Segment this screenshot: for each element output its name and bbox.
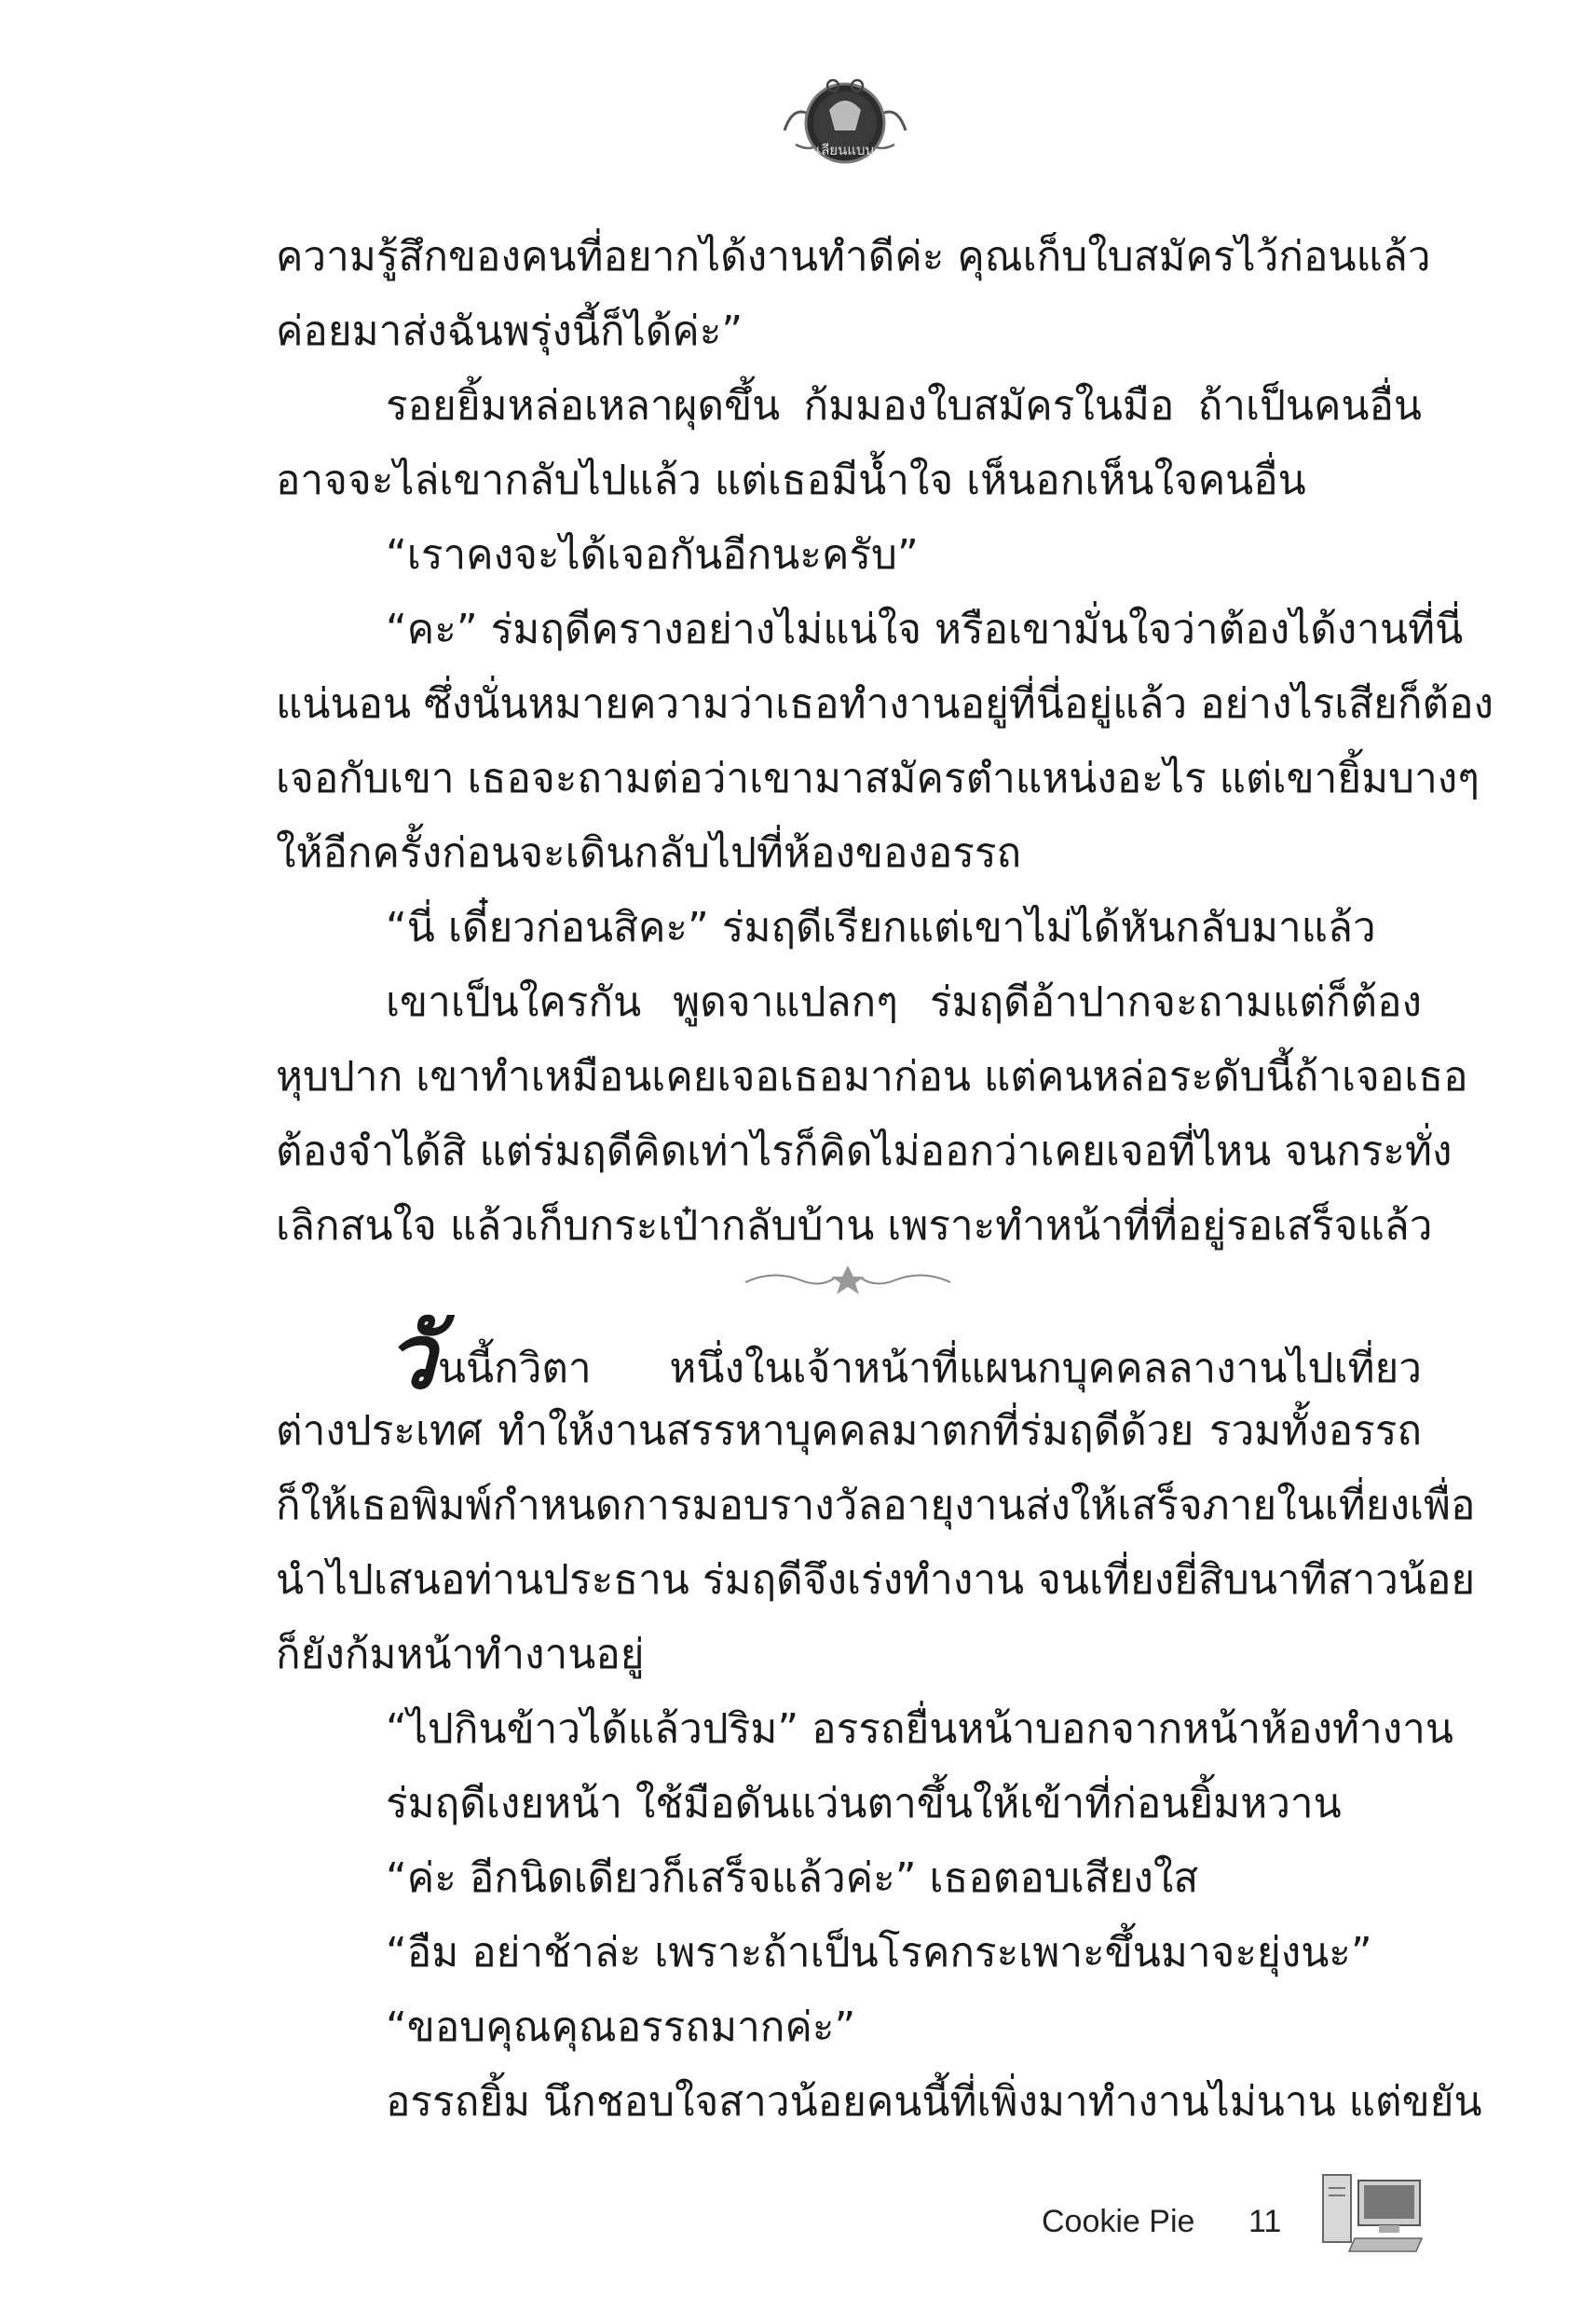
text-line: เลิกสนใจ แล้วเก็บกระเป๋ากลับบ้าน เพราะทำหน้าที่ที่อยู่รอเสร็จแล้ว xyxy=(276,1202,1433,1250)
text-line-rest: นนี้กวิตา หนึ่งในเจ้าหน้าที่แผนกบุคคลลางานไปเที่ยว xyxy=(437,1345,1422,1392)
computer-icon xyxy=(1321,2171,1424,2255)
text-line: ก็ให้เธอพิมพ์กำหนดการมอบรางวัลอายุงานส่งให้เสร็จภายในเที่ยงเพื่อ xyxy=(276,1482,1476,1529)
text-line: “เราคงจะได้เจอกันอีกนะครับ” xyxy=(386,531,919,579)
ornament-divider-icon xyxy=(736,1260,960,1297)
text-line: ก็ยังก้มหน้าทำงานอยู่ xyxy=(276,1631,645,1678)
text-line: ความรู้สึกของคนที่อยากได้งานทำดีค่ะ คุณเก็บใบสมัครไว้ก่อนแล้ว xyxy=(276,233,1431,280)
emblem-text: เลียนแบบ xyxy=(815,142,875,158)
text-line: เขาเป็นใครกัน พูดจาแปลกๆ ร่มฤดีอ้าปากจะถามแต่ก็ต้อง xyxy=(386,978,1422,1026)
book-title: Cookie Pie xyxy=(1042,2204,1195,2239)
text-line: “ค่ะ อีกนิดเดียวก็เสร็จแล้วค่ะ” เธอตอบเสียงใส xyxy=(386,1854,1199,1902)
text-line: อาจจะไล่เขากลับไปแล้ว แต่เธอมีน้ำใจ เห็นอกเห็นใจคนอื่น xyxy=(276,457,1306,504)
text-line-dropcap xyxy=(276,1304,1422,1409)
text-line: นำไปเสนอท่านประธาน ร่มฤดีจึงเร่งทำงาน จนเที่ยงยี่สิบนาทีสาวน้อย xyxy=(276,1556,1476,1604)
text-line: แน่นอน ซึ่งนั่นหมายความว่าเธอทำงานอยู่ที่นี่อยู่แล้ว อย่างไรเสียก็ต้อง xyxy=(276,680,1494,728)
text-line: “อืม อย่าช้าล่ะ เพราะถ้าเป็นโรคกระเพาะขึ้นมาจะยุ่งนะ” xyxy=(386,1929,1372,1976)
text-line: รอยยิ้มหล่อเหลาผุดขึ้น ก้มมองใบสมัครในมือ ถ้าเป็นคนอื่น xyxy=(386,382,1422,430)
text-line: ค่อยมาส่งฉันพรุ่งนี้ก็ได้ค่ะ” xyxy=(276,308,743,355)
drop-cap: วั xyxy=(386,1304,436,1409)
text-line: “ขอบคุณคุณอรรถมากค่ะ” xyxy=(386,2003,856,2051)
text-line: “คะ” ร่มฤดีครางอย่างไม่แน่ใจ หรือเขามั่นใจว่าต้องได้งานที่นี่ xyxy=(386,606,1464,653)
emblem-logo xyxy=(775,65,915,177)
text-line: เจอกับเขา เธอจะถามต่อว่าเขามาสมัครตำแหน่งอะไร แต่เขายิ้มบางๆ xyxy=(276,755,1480,802)
text-line: อรรถยิ้ม นึกชอบใจสาวน้อยคนนี้ที่เพิ่งมาทำงานไม่นาน แต่ขยัน xyxy=(386,2078,1482,2126)
page-number: 11 xyxy=(1248,2204,1282,2239)
text-line: ต้องจำได้สิ แต่ร่มฤดีคิดเท่าไรก็คิดไม่ออกว่าเคยเจอที่ไหน จนกระทั่ง xyxy=(276,1128,1453,1175)
text-line: “ไปกินข้าวได้แล้วปริม” อรรถยื่นหน้าบอกจากหน้าห้องทำงาน xyxy=(386,1705,1453,1753)
text-line: ให้อีกครั้งก่อนจะเดินกลับไปที่ห้องของอรรถ xyxy=(276,829,1022,877)
text-line: ร่มฤดีเงยหน้า ใช้มือดันแว่นตาขึ้นให้เข้าที่ก่อนยิ้มหวาน xyxy=(386,1780,1342,1827)
text-line: ต่างประเทศ ทำให้งานสรรหาบุคคลมาตกที่ร่มฤดีด้วย รวมทั้งอรรถ xyxy=(276,1407,1422,1455)
text-line: หุบปาก เขาทำเหมือนเคยเจอเธอมาก่อน แต่คนหล่อระดับนี้ถ้าเจอเธอ xyxy=(276,1053,1468,1101)
text-line: “นี่ เดี๋ยวก่อนสิคะ” ร่มฤดีเรียกแต่เขาไม่ได้หันกลับมาแล้ว xyxy=(386,904,1376,951)
